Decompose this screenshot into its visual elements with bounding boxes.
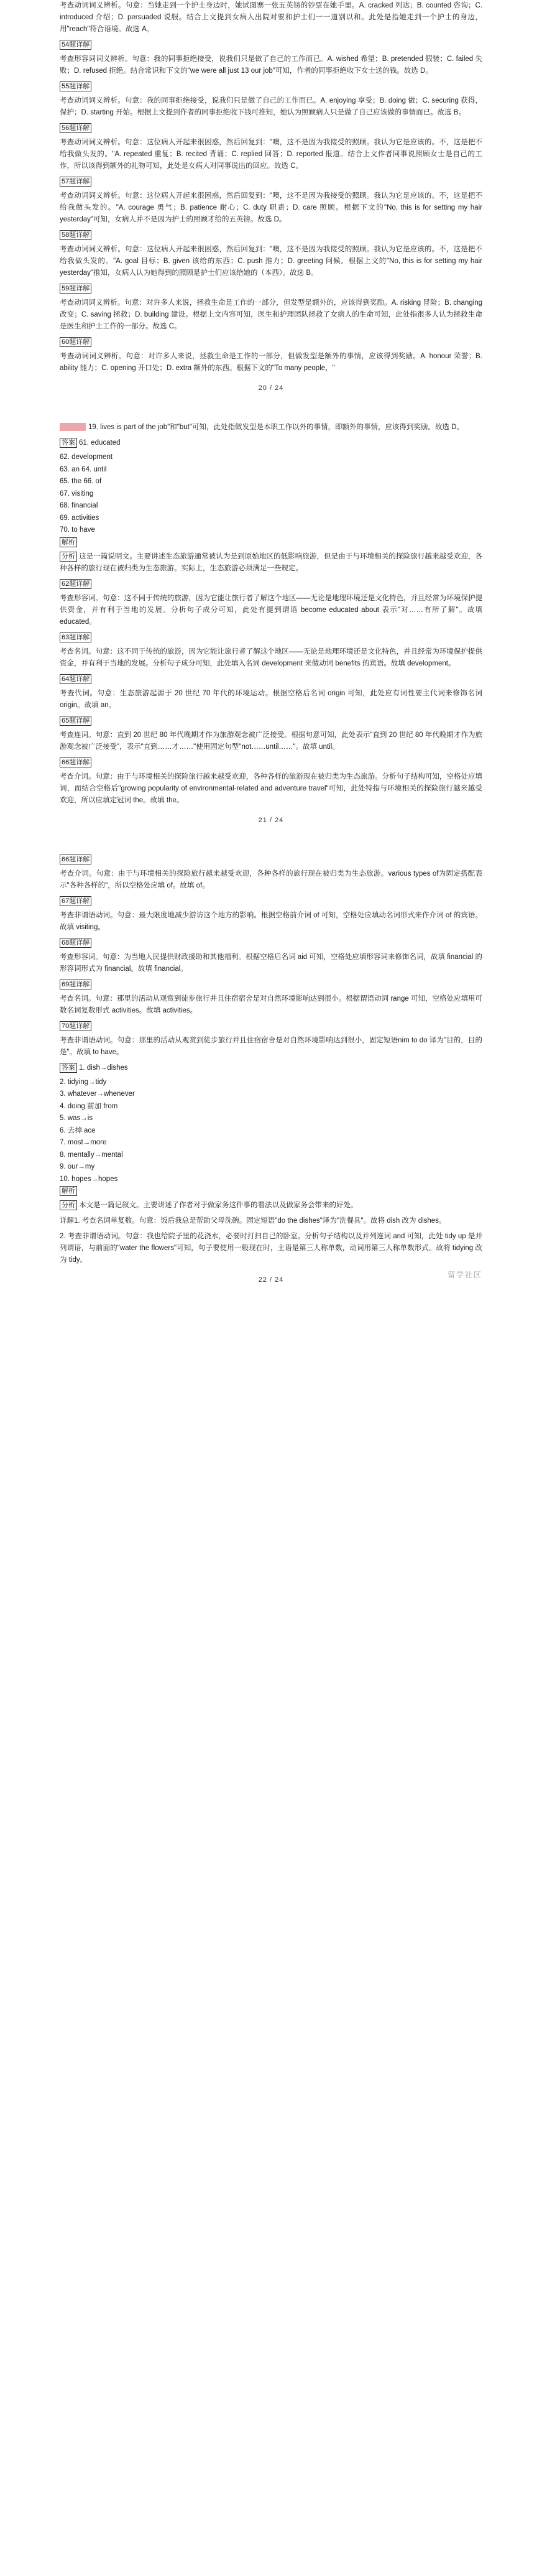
redaction-bar [60, 423, 86, 431]
tag-label: 66题详解 [60, 758, 91, 767]
list-item: 67. visiting [60, 489, 94, 498]
explanation-paragraph: 考查动词词义辨析。句意：这位病人开起来很困惑，然后回复到："噢，这不是因为我接受的照顾。我认为它是应该的。不，这是把不给我做头发的。"A. courage 勇气；B. patience 耐心；C. duty 职责；D. care 照顾。根据下文的"No, this is for setting my hair yesterday"可知，女病人并不是因为护士的照顾才给的五英镑。故选 D。 [60, 192, 482, 223]
explanation-paragraph: 考查动词词义辨析。句意：对许多人来说，拯救生命是工作的一部分，但做发型是额外的事情，应该得到奖励。A. honour 荣誉；B. ability 能力；C. opening 开口处；D. extra 额外的东西。根据下文的"To many people，" [60, 353, 482, 372]
question-tag [60, 123, 482, 134]
page-number: 22 / 24 [258, 1276, 284, 1284]
explanation-paragraph: 19. lives is part of the job"和"but"可知，此处指做发型是本职工作以外的事情，即额外的事情，应该得到奖励。故选 D。 [88, 424, 464, 431]
list-item: 70. to have [60, 526, 95, 534]
explanation-paragraph: 考查代词。句意：生态旅游起源于 20 世纪 70 年代的环境运动。根据空格后名词 origin 可知，此处应有词性要主代词来修饰名词 origin。故填 an。 [60, 689, 482, 709]
redacted-line [60, 422, 482, 433]
page-number: 20 / 24 [258, 384, 284, 392]
list-item: 68. financial [60, 502, 98, 509]
tag-label: 63题详解 [60, 632, 91, 642]
tag-label: 62题详解 [60, 579, 91, 589]
explanation-paragraph: 考查介词。句意：由于与环境相关的探险旅行越来越受欢迎，各种各样的旅游现在被归类为生态旅游。分析句子结构可知，空格处应填词，而结合空格后"growing popularity of environmental-related and adventure travel"可知，此处特指与环境相关的探险旅行越来越受欢迎，所以应填定冠词 the。故填 the。 [60, 772, 482, 804]
question-tag [60, 1021, 482, 1032]
question-tag [60, 896, 482, 907]
list-item: 6. 去掉 ace [60, 1126, 96, 1134]
answer-text: 1. dish→dishes [79, 1063, 128, 1072]
question-tag [60, 674, 482, 685]
question-tag [60, 81, 482, 93]
explanation-paragraph: 考查连词。句意：直到 20 世纪 80 年代晚期才作为旅游观念被广泛接受。根据句意可知，此处表示"直到 20 世纪 80 年代晚期才作为旅游观念被广泛接受"，表示"直到……才……"使用固定句型"not……until……"。故填 until。 [60, 731, 482, 751]
list-item: 62. development [60, 453, 113, 461]
page-number: 21 / 24 [258, 816, 284, 824]
question-tag [60, 757, 482, 769]
page-section-21 [0, 422, 542, 824]
question-tag [60, 229, 482, 241]
page-section-20 [0, 0, 542, 392]
tag-label: 66题详解 [60, 855, 91, 864]
tag-label: 64题详解 [60, 674, 91, 684]
tag-label: 59题详解 [60, 284, 91, 294]
document-page [0, 0, 542, 1284]
analysis-tag [60, 1185, 482, 1197]
question-tag [60, 336, 482, 348]
explanation-paragraph: 考查动词词义辨析。句意：我的同事拒绝接受，说我们只是做了自己的工作而已。A. enjoying 享受；B. doing 做；C. securing 获得，保护；D. starting 开始。根据上文提到作者的同事拒绝收下钱可推知，她认为照顾病人只是做了自己应该做的事情而已。故选 B。 [60, 97, 482, 116]
tag-label: 57题详解 [60, 177, 91, 187]
answer-tag [60, 1062, 482, 1074]
tag-label: 分析 [60, 552, 77, 562]
tag-label: 65题详解 [60, 716, 91, 726]
list-item: 9. our→my [60, 1163, 95, 1170]
list-item: 4. doing 前加 from [60, 1102, 118, 1110]
tag-label: 69题详解 [60, 980, 91, 989]
list-item: 3. whatever→whenever [60, 1090, 135, 1098]
explanation-paragraph: 考查动词词义辨析。句意：这位病人开起来很困惑，然后回复到："噢，这不是因为我接受的照顾。我认为它是应该的。不，这是把不给我做头发的。"A. repeated 重复；B. recited 背诵；C. replied 回答；D. reported 报道。结合上文作者同事说照顾女士是自己的工作，所以该得到额外的礼物可知，此处是女病人对同事说出的回应。故选 C。 [60, 139, 482, 170]
analysis-paragraph [60, 551, 482, 575]
question-tag [60, 39, 482, 51]
tag-label: 60题详解 [60, 337, 91, 347]
explanation-paragraph: 考查名词。句意：那里的活动从观赏到徒步旅行并且住宿宿舍是对自然环境影响达到很小。根据谓语动词 range 可知，空格处应填用可数名词复数形式 activities。故填 activities。 [60, 994, 482, 1014]
site-brand-watermark: 留学社区 [447, 1271, 482, 1279]
tag-label: 54题详解 [60, 40, 91, 50]
question-tag [60, 937, 482, 949]
analysis-tag [60, 537, 482, 549]
explanation-paragraph: 考查动词词义辨析。句意：这位病人开起来很困惑，然后回复到："噢，这不是因为我接受的照顾。我认为它是应该的。不，这是把不给我做头发的。"A. goal 目标；B. given 该给的东西；C. push 推力；D. greeting 问候。根据上文的"No, this is for setting my hair yesterday"推知，女病人认为她得到的照顾是护士们应该给她的（本西）。故选 B。 [60, 246, 482, 277]
explanation-paragraph: 2. 考查非谓语动词。句意：我也给院子里的花浇水，必要时打扫自己的卧室。分析句子结构以及并列连词 and 可知，此处 tidy up 是并列谓语，与前面的"water the flowers"可知，句子要使用一般现在时，主语是第三人称单数，动词用第三人称单数形式。故将 tidying 改为 tidy。 [60, 1233, 482, 1264]
answer-text: 61. educated [79, 439, 121, 447]
explanation-paragraph: 考查非谓语动词。句意：最大限度地减少游访这个地方的影响。根据空格前介词 of 可知，空格处应填动名词形式来作介词 of 的宾语。故填 visiting。 [60, 911, 482, 931]
question-tag [60, 854, 482, 866]
list-item: 8. mentally→mental [60, 1151, 123, 1159]
list-item: 5. was→is [60, 1114, 93, 1122]
list-item: 7. most→more [60, 1139, 107, 1146]
list-item: 69. activities [60, 514, 99, 522]
page-section-22 [0, 854, 542, 1284]
tag-label: 答案 [60, 438, 77, 448]
analysis-text: 这是一篇说明文。主要讲述生态旅游通常被认为是到原始地区的低影响旅游，但是由于与环境相关的探险旅行越来越受欢迎，各种各样的旅行现在被归类为生态旅游。实际上，生态旅游必须满足一些规定。 [60, 552, 482, 572]
analysis-text: 本文是一篇记叙文。主要讲述了作者对于做家务这件事的看法以及做家务会带来的好处。 [79, 1202, 358, 1209]
tag-label: 解析 [60, 537, 77, 547]
analysis-paragraph [60, 1200, 482, 1212]
tag-label: 68题详解 [60, 938, 91, 948]
tag-label: 解析 [60, 1186, 77, 1196]
question-tag [60, 715, 482, 727]
tag-label: 58题详解 [60, 230, 91, 240]
tag-label: 答案 [60, 1063, 77, 1073]
question-tag [60, 283, 482, 295]
question-tag [60, 632, 482, 644]
explanation-paragraph: 考查形容词。句意：为当地人民提供财政援助和其他福利。根据空格后名词 aid 可知，空格处应填形容词来修饰名词，故填 financial 的形容词形式为 financial。故填 financial。 [60, 953, 482, 973]
explanation-paragraph: 考查名词。句意：这不同于传统的旅游，因为它能让旅行者了解这个地区——无论是地理环境还是文化特色，并且经常为环境保护提供资金，并有利于当地的发展。分析句子成分可知，此处填入名词 development 来做动词 benefits 的宾语。故填 development。 [60, 647, 482, 667]
tag-label: 56题详解 [60, 123, 91, 133]
tag-label: 55题详解 [60, 81, 91, 91]
explanation-paragraph: 考查形容词词义辨析。句意：我的同事拒绝接受，说我们只是做了自己的工作而已。A. wished 希望；B. pretended 假装；C. failed 失败；D. refused 拒绝。结合常识和下文的"we were all just 13 our job"可知，作者的同事拒绝收下女士送的钱。故选 D。 [60, 55, 482, 75]
tag-label: 70题详解 [60, 1021, 91, 1031]
explanation-paragraph: 考查动词词义辨析。句意：当她走到一个护士身边时，她试图寨一张五英镑的钞票在她手里。A. cracked 列达；B. counted 咨询；C. introduced 介绍；D. persuaded 说服。结合上文提到女病人出院对要和护士们一一道别以和。此处是指她走到一个护士的身边，用"reach"符合语境。故选 A。 [60, 2, 482, 33]
list-item: 2. tidying→tidy [60, 1078, 107, 1086]
tag-label: 67题详解 [60, 896, 91, 906]
list-item: 63. an 64. until [60, 465, 107, 473]
question-tag [60, 979, 482, 991]
answer-tag [60, 437, 482, 449]
list-item: 10. hopes→hopes [60, 1175, 118, 1183]
explanation-paragraph: 考查形容词。句意：这不同于传统的旅游，因为它能让旅行者了解这个地区——无论是地理环境还是文化特色，并且经常为环境保护提供资金，并有利于当地的发展。分析句子成分可知，此处有提到谓语 become educated about 表示"对……有所了解"。故填 educated。 [60, 594, 482, 626]
question-tag [60, 176, 482, 188]
explanation-paragraph: 考查非谓语动词。句意：那里的活动从观赏到徒步旅行并且住宿宿舍是对自然环境影响达到很小，固定短语nim to do 译为"目的，目的是"。故填 to have。 [60, 1036, 482, 1056]
question-tag [60, 578, 482, 590]
explanation-paragraph: 考查动词词义辨析。句意：对许多人来说，拯救生命是工作的一部分，但发型是额外的，应该得到奖励。A. risking 冒险；B. changing 改变；C. saving 拯救；D. building 建设。根据上文内容可知，医生和护理团队拯救了女病人的生命可知，此处指很多人认为拯救生命是医生和护士工作的一部分。故选 C。 [60, 299, 482, 330]
list-item: 65. the 66. of [60, 478, 102, 485]
explanation-paragraph: 详解1. 考查名词单复数。句意：饭后我总是帮助父母洗碗。固定短语"do the dishes"译为"洗餐具"。故将 dish 改为 dishes。 [60, 1217, 446, 1225]
explanation-paragraph: 考查介词。句意：由于与环境相关的探险旅行越来越受欢迎，各种各样的旅行现在被归类为生态旅游。various types of为固定搭配表示"各种各样的"，所以空格处应填 of。故填 of。 [60, 869, 482, 889]
tag-label: 分析 [60, 1200, 77, 1210]
